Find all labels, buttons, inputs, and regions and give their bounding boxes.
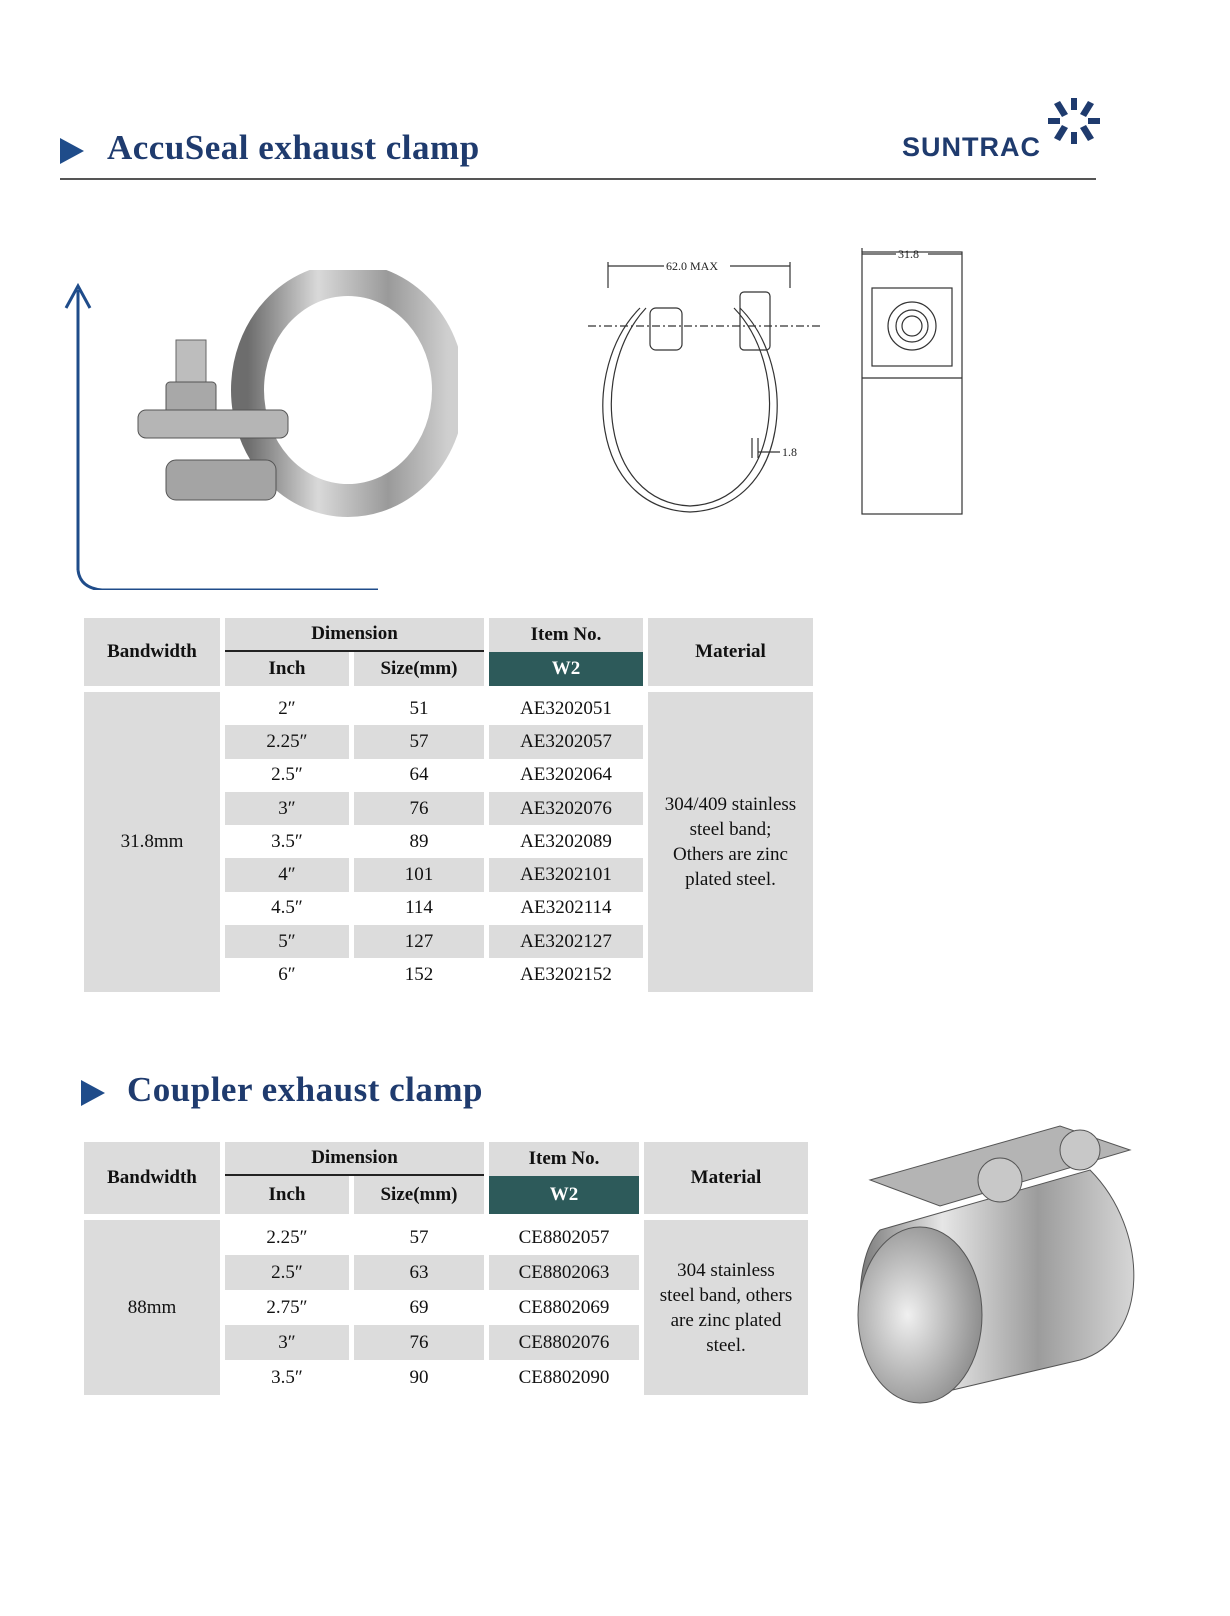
material-header: Material	[648, 618, 813, 686]
inch-cell: 6″	[225, 958, 349, 991]
material-line: plated steel.	[685, 868, 776, 890]
material-line: steel band, others	[659, 1284, 793, 1306]
section2-title: Coupler exhaust clamp	[127, 1070, 483, 1109]
size-header: Size(mm)	[354, 1176, 484, 1214]
w2-header: W2	[489, 652, 643, 686]
table-row	[84, 1220, 808, 1255]
size-cell: 90	[354, 1360, 484, 1395]
section1-bullet-icon	[60, 138, 84, 164]
bandwidth-header: Bandwidth	[84, 1142, 220, 1214]
item-cell: CE8802063	[489, 1255, 639, 1290]
material-line: steel.	[706, 1334, 746, 1356]
size-cell: 64	[354, 759, 484, 792]
bandwidth-value: 31.8mm	[84, 692, 220, 992]
item-cell: AE3202114	[489, 892, 643, 925]
material-value	[648, 692, 813, 992]
inch-header: Inch	[225, 1176, 349, 1214]
size-cell: 152	[354, 958, 484, 991]
inch-cell: 2.25″	[225, 1220, 349, 1255]
size-cell: 127	[354, 925, 484, 958]
item-no-header: Item No.	[489, 618, 643, 652]
item-cell: AE3202051	[489, 692, 643, 725]
size-cell: 101	[354, 858, 484, 891]
material-line: are zinc plated	[670, 1309, 782, 1331]
suntrac-logo	[902, 98, 1102, 168]
table-row	[84, 692, 813, 725]
header-rule	[60, 178, 1096, 180]
item-cell: AE3202064	[489, 759, 643, 792]
size-cell: 76	[354, 792, 484, 825]
size-cell: 69	[354, 1290, 484, 1325]
inch-cell: 3″	[225, 792, 349, 825]
item-cell: AE3202089	[489, 825, 643, 858]
bandwidth-value: 88mm	[84, 1220, 220, 1395]
item-no-header: Item No.	[489, 1142, 639, 1176]
material-value	[644, 1220, 808, 1395]
size-cell: 114	[354, 892, 484, 925]
item-cell: CE8802090	[489, 1360, 639, 1395]
coupler-spec-table	[79, 1142, 813, 1395]
size-cell: 76	[354, 1325, 484, 1360]
coupler-clamp-photo	[850, 1110, 1160, 1420]
material-line: 304/409 stainless	[664, 793, 797, 815]
item-cell: CE8802076	[489, 1325, 639, 1360]
bandwidth-header: Bandwidth	[84, 618, 220, 686]
inch-cell: 3.5″	[225, 1360, 349, 1395]
material-line: steel band;	[689, 818, 772, 840]
size-cell: 57	[354, 725, 484, 758]
inch-cell: 2″	[225, 692, 349, 725]
inch-cell: 4″	[225, 858, 349, 891]
inch-cell: 3.5″	[225, 825, 349, 858]
drawing-side-label: 31.8	[898, 248, 919, 261]
dimension-header: Dimension	[225, 618, 484, 652]
logo-star-icon	[1048, 98, 1100, 144]
accuseal-spec-table	[79, 618, 818, 992]
size-cell: 51	[354, 692, 484, 725]
inch-header: Inch	[225, 652, 349, 686]
inch-cell: 2.5″	[225, 1255, 349, 1290]
section2-bullet-icon	[81, 1080, 105, 1106]
item-cell: AE3202152	[489, 958, 643, 991]
size-header: Size(mm)	[354, 652, 484, 686]
inch-cell: 3″	[225, 1325, 349, 1360]
dimension-header: Dimension	[225, 1142, 484, 1176]
material-line: 304 stainless	[677, 1259, 775, 1281]
inch-cell: 2.75″	[225, 1290, 349, 1325]
inch-cell: 4.5″	[225, 892, 349, 925]
item-cell: AE3202127	[489, 925, 643, 958]
section1-title: AccuSeal exhaust clamp	[107, 128, 480, 167]
accuseal-technical-drawing	[580, 248, 1000, 538]
item-cell: CE8802069	[489, 1290, 639, 1325]
size-cell: 63	[354, 1255, 484, 1290]
size-cell: 89	[354, 825, 484, 858]
accuseal-clamp-photo	[58, 270, 458, 590]
size-cell: 57	[354, 1220, 484, 1255]
drawing-width-label: 62.0 MAX	[666, 259, 719, 273]
logo-text: SUNTRAC	[902, 132, 1041, 162]
item-cell: AE3202057	[489, 725, 643, 758]
material-line: Others are zinc	[673, 843, 788, 865]
item-cell: CE8802057	[489, 1220, 639, 1255]
w2-header: W2	[489, 1176, 639, 1214]
item-cell: AE3202076	[489, 792, 643, 825]
drawing-thickness-label: 1.8	[782, 445, 797, 459]
item-cell: AE3202101	[489, 858, 643, 891]
inch-cell: 2.5″	[225, 759, 349, 792]
inch-cell: 2.25″	[225, 725, 349, 758]
material-header: Material	[644, 1142, 808, 1214]
inch-cell: 5″	[225, 925, 349, 958]
